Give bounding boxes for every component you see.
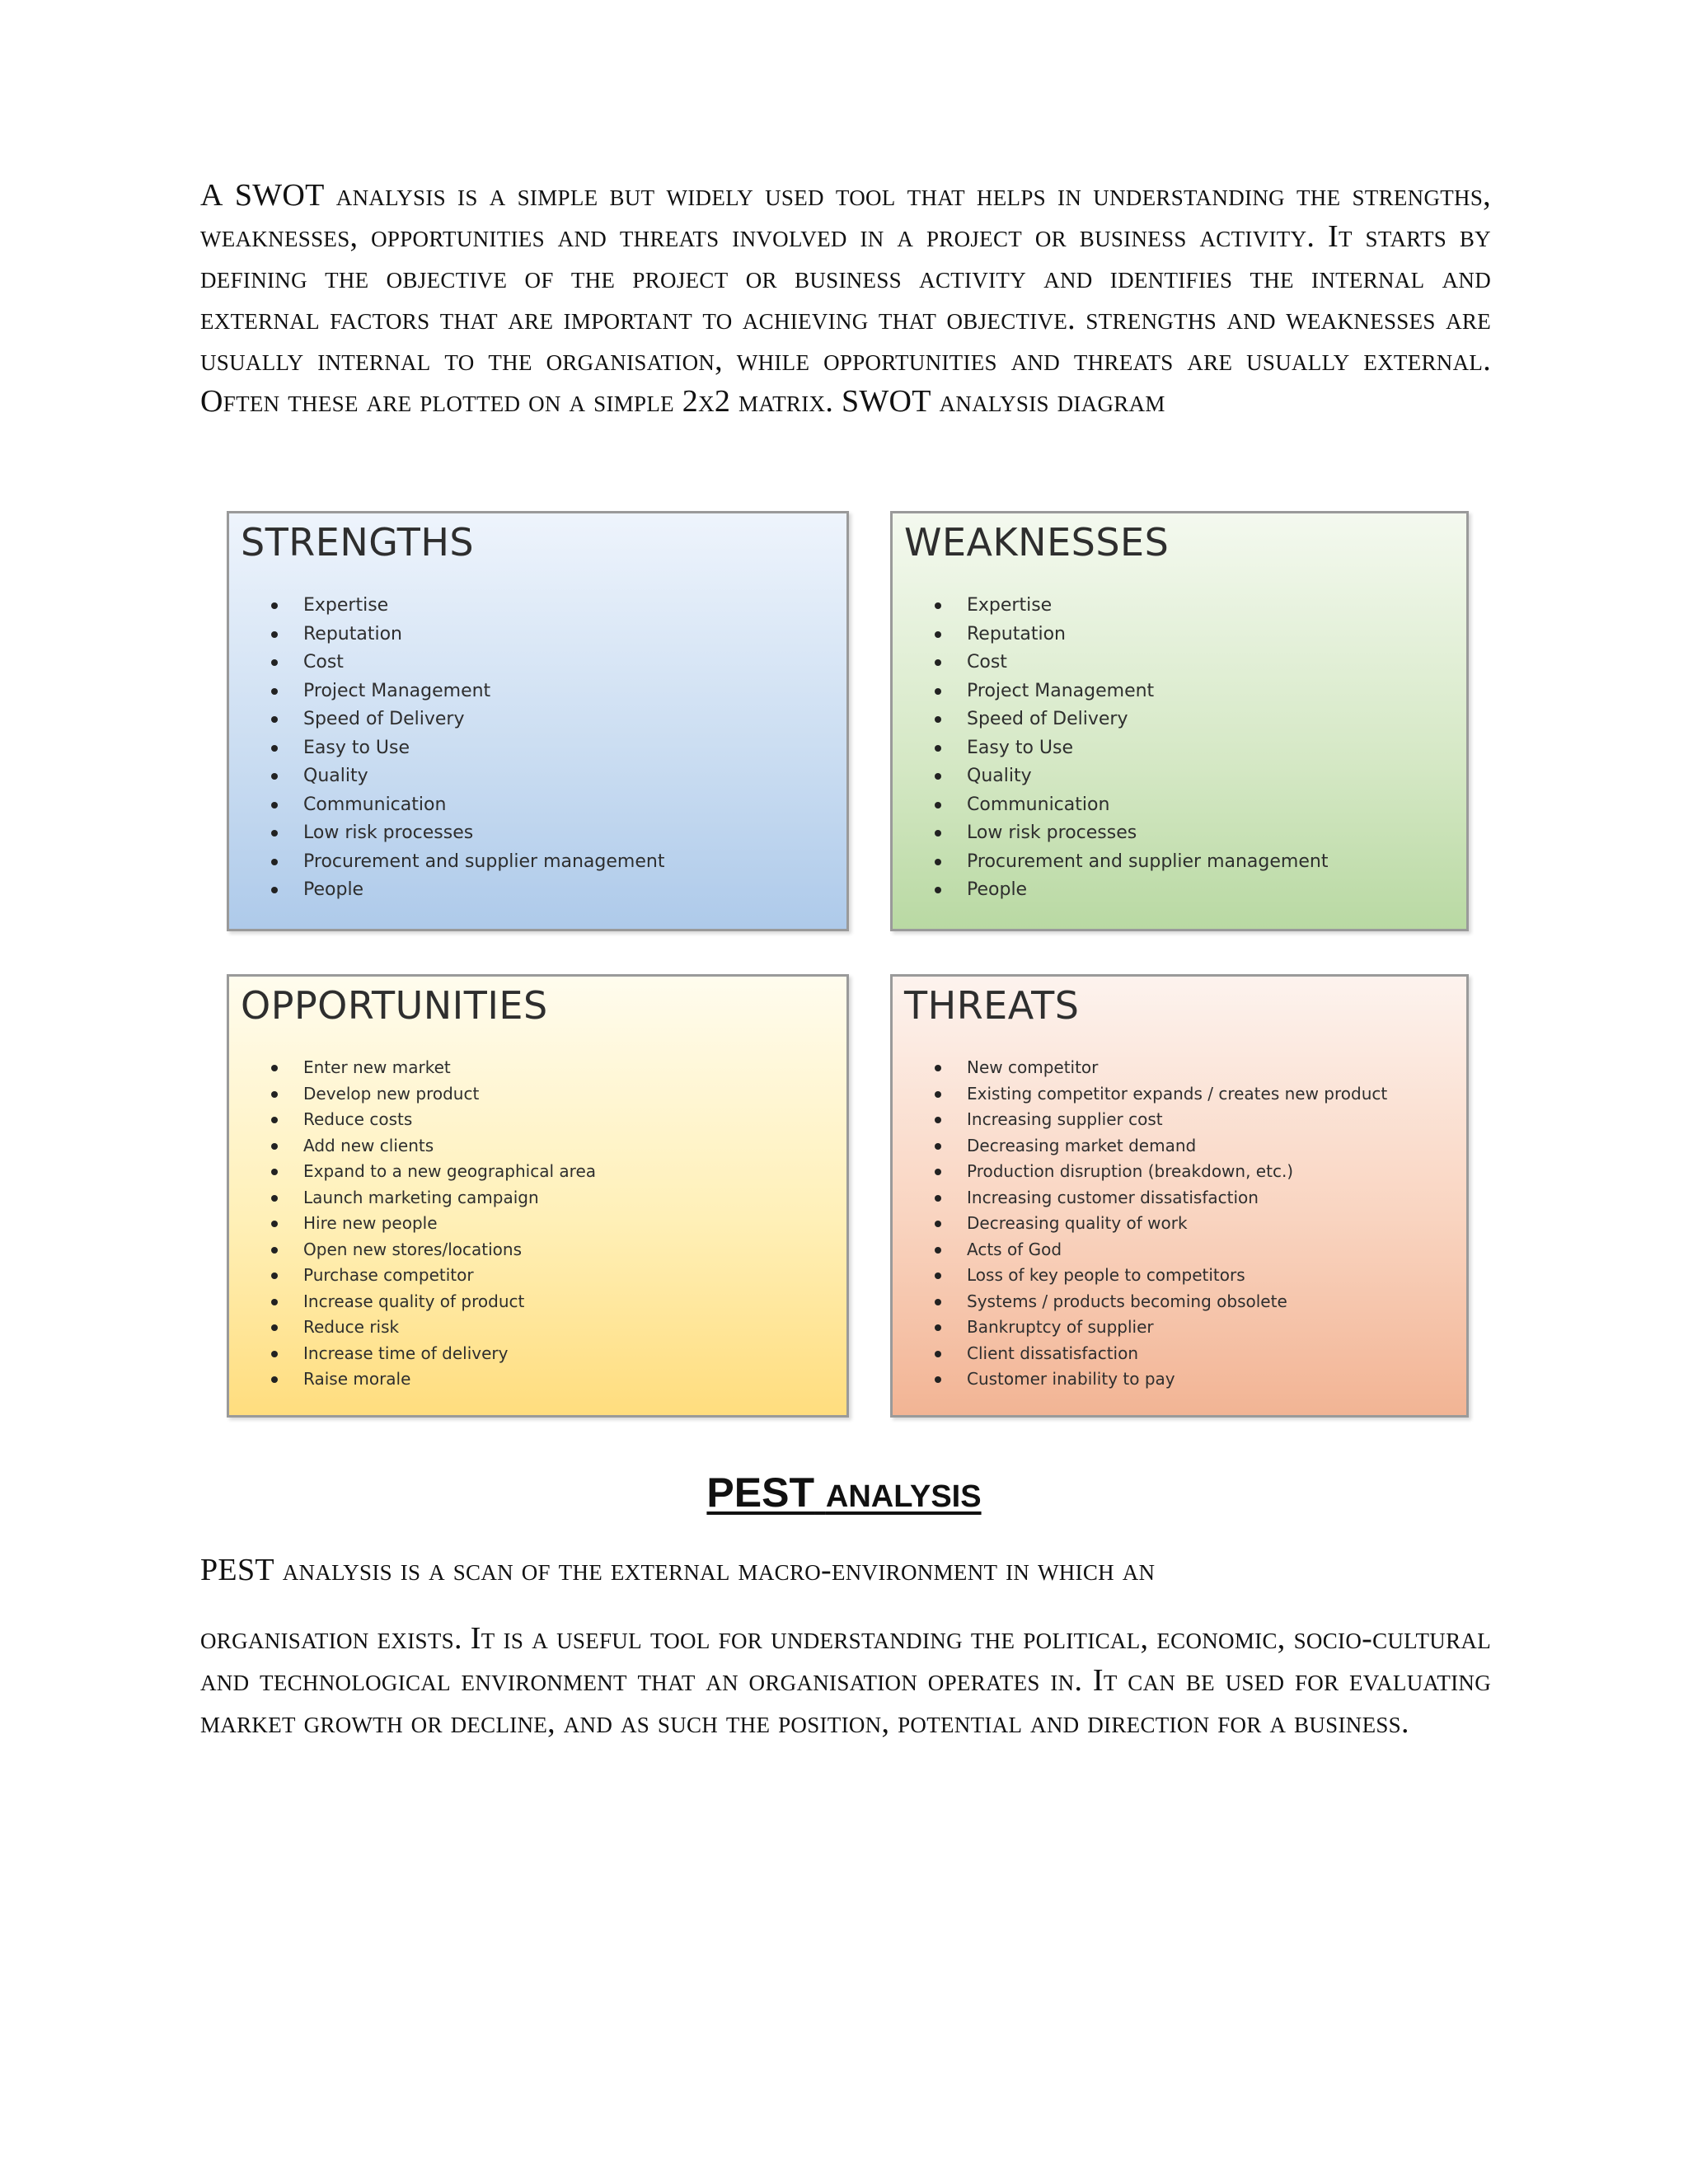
pest-text: t is a useful tool for understanding the political, economic, socio-cultural and technological environment that an organisation operates in. (200, 1621, 1491, 1698)
list-item: Customer inability to pay (967, 1366, 1387, 1393)
pest-word: I (1092, 1663, 1104, 1698)
list-item: People (967, 876, 1328, 905)
list-item: Acts of God (967, 1237, 1387, 1263)
intro-word: SWOT (234, 178, 325, 213)
intro-text: ften these are plotted on a simple (223, 384, 674, 419)
strengths-list (274, 592, 664, 905)
list-item: Speed of Delivery (303, 705, 664, 734)
strengths-title: STRENGTHS (241, 520, 475, 565)
intro-text: x (698, 384, 715, 419)
list-item: Production disruption (breakdown, etc.) (967, 1159, 1387, 1185)
list-item: Loss of key people to competitors (967, 1263, 1387, 1289)
intro-word: SWOT (841, 384, 931, 419)
list-item: Project Management (967, 677, 1328, 706)
opportunities-quadrant (227, 974, 849, 1418)
list-item: Purchase competitor (303, 1263, 596, 1289)
threats-quadrant (890, 974, 1469, 1418)
swot-diagram (227, 511, 1469, 1418)
pest-word: I (470, 1621, 481, 1656)
intro-word: 2 (682, 384, 699, 419)
list-item: Bankruptcy of supplier (967, 1315, 1387, 1341)
list-item: Expand to a new geographical area (303, 1159, 596, 1185)
list-item: Easy to Use (303, 734, 664, 763)
intro-text: matrix. (738, 384, 834, 419)
list-item: New competitor (967, 1055, 1387, 1081)
list-item: Procurement and supplier management (303, 848, 664, 877)
strengths-quadrant (227, 511, 849, 931)
list-item: Project Management (303, 677, 664, 706)
intro-text: t starts by defining the objective of the project or business activity and identifies the internal and external factors that are important to achieving that objective. strengths and weaknesses are usually internal to the organisation, while opportunities and threats are usually external. (200, 219, 1491, 377)
list-item: Expertise (303, 592, 664, 621)
list-item: Reduce costs (303, 1107, 596, 1133)
pest-text: organisation exists. (200, 1621, 462, 1656)
list-item: Easy to Use (967, 734, 1328, 763)
weaknesses-quadrant (890, 511, 1469, 931)
pest-text: analysis is a scan of the external macro-environment in which an (282, 1553, 1156, 1587)
list-item: Launch marketing campaign (303, 1185, 596, 1212)
pest-heading-sub: ANALYSIS (825, 1479, 982, 1514)
threats-list (938, 1055, 1387, 1393)
opportunities-title: OPPORTUNITIES (241, 983, 548, 1028)
pest-intro-line (200, 1549, 1491, 1591)
pest-heading-main: PEST (706, 1469, 815, 1516)
pest-text: t can be used for evaluating market growth or decline, and as such the position, potential and direction for a business. (200, 1663, 1492, 1740)
intro-word: 2 (714, 384, 731, 419)
list-item: Enter new market (303, 1055, 596, 1081)
list-item: Systems / products becoming obsolete (967, 1289, 1387, 1315)
threats-title: THREATS (904, 983, 1080, 1028)
list-item: Reduce risk (303, 1315, 596, 1341)
intro-text: analysis diagram (939, 384, 1165, 419)
list-item: Open new stores/locations (303, 1237, 596, 1263)
list-item: Speed of Delivery (967, 705, 1328, 734)
intro-word: A (200, 178, 223, 213)
list-item: Increase time of delivery (303, 1341, 596, 1367)
pest-heading (0, 1469, 1688, 1516)
list-item: Expertise (967, 592, 1328, 621)
intro-word: O (200, 384, 223, 419)
list-item: Communication (303, 791, 664, 820)
list-item: Client dissatisfaction (967, 1341, 1387, 1367)
list-item: Decreasing quality of work (967, 1211, 1387, 1237)
list-item: Increasing customer dissatisfaction (967, 1185, 1387, 1212)
list-item: Increasing supplier cost (967, 1107, 1387, 1133)
list-item: Low risk processes (303, 819, 664, 848)
list-item: Reputation (303, 621, 664, 649)
list-item: Procurement and supplier management (967, 848, 1328, 877)
weaknesses-list (938, 592, 1328, 905)
opportunities-list (274, 1055, 596, 1393)
intro-text: analysis is a simple but widely used tool that helps in understanding the strengths, weaknesses, opportunities and threats involved in a project or business activity. (200, 178, 1491, 254)
list-item: Develop new product (303, 1081, 596, 1108)
list-item: Quality (303, 762, 664, 791)
pest-word: PEST (200, 1553, 274, 1587)
list-item: Reputation (967, 621, 1328, 649)
list-item: Increase quality of product (303, 1289, 596, 1315)
list-item: Cost (303, 649, 664, 677)
list-item: Decreasing market demand (967, 1133, 1387, 1160)
list-item: Quality (967, 762, 1328, 791)
list-item: Raise morale (303, 1366, 596, 1393)
swot-intro-paragraph (200, 175, 1491, 422)
list-item: Cost (967, 649, 1328, 677)
intro-word: I (1327, 219, 1339, 254)
pest-paragraph (200, 1618, 1491, 1744)
list-item: Add new clients (303, 1133, 596, 1160)
list-item: People (303, 876, 664, 905)
list-item: Communication (967, 791, 1328, 820)
weaknesses-title: WEAKNESSES (904, 520, 1170, 565)
list-item: Hire new people (303, 1211, 596, 1237)
list-item: Existing competitor expands / creates new product (967, 1081, 1387, 1108)
list-item: Low risk processes (967, 819, 1328, 848)
